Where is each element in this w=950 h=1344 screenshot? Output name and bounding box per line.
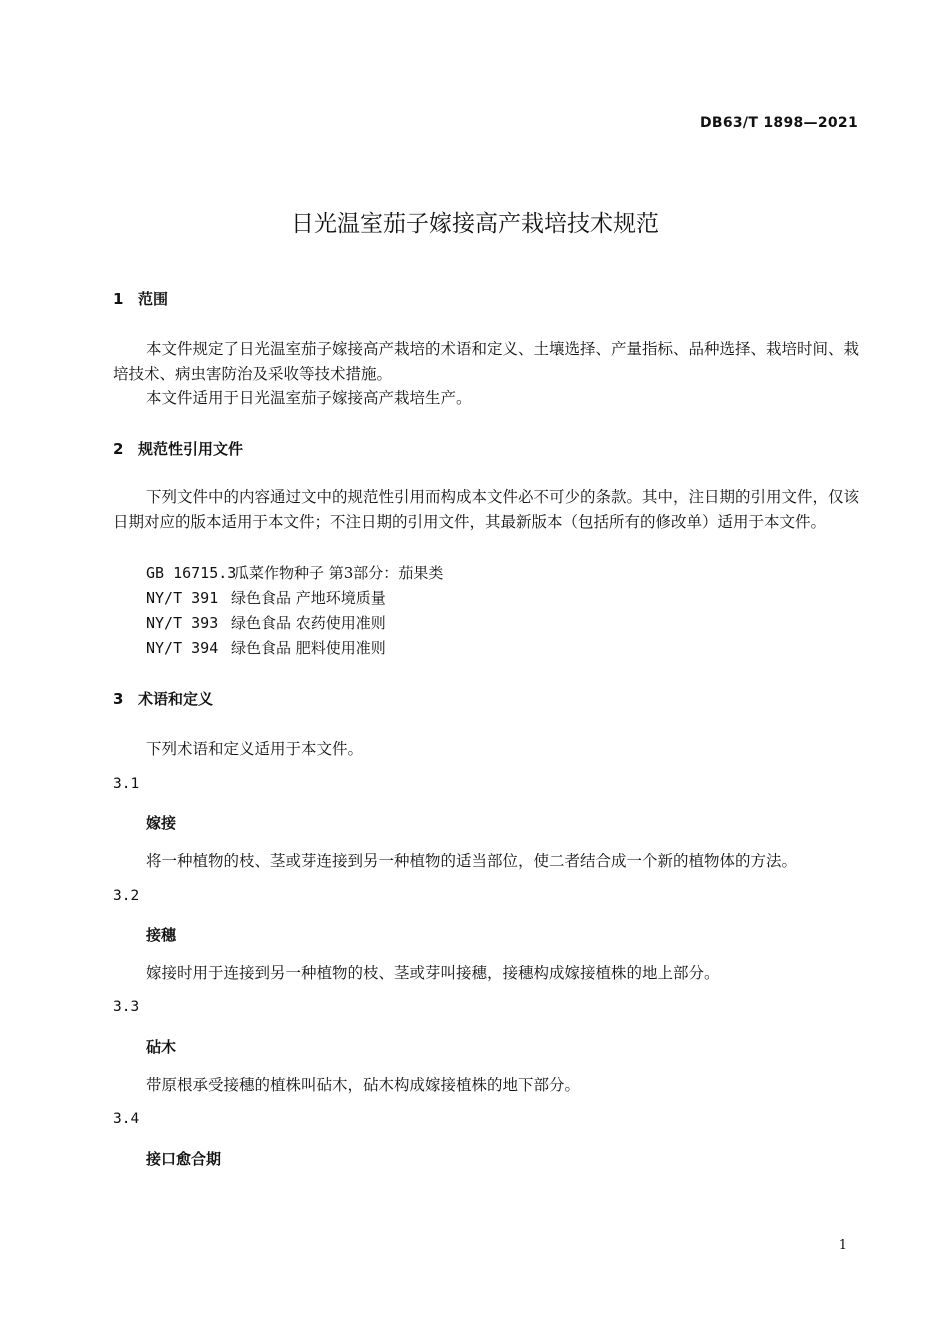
section-title: 规范性引用文件 — [138, 440, 244, 458]
reference-code: GB 16715.3 — [146, 564, 237, 582]
reference-item — [146, 637, 386, 658]
reference-title: 瓜菜作物种子 第3部分：茄果类 — [234, 564, 444, 582]
term-name: 嫁接 — [146, 814, 177, 832]
reference-item — [146, 587, 386, 608]
document-code: DB63/T 1898—2021 — [699, 115, 858, 131]
term-name: 接口愈合期 — [146, 1150, 222, 1168]
term-number: 3.2 — [113, 888, 140, 904]
reference-code: NY/T 393 — [146, 614, 219, 632]
section-title: 术语和定义 — [138, 690, 214, 708]
section-number: 1 — [113, 290, 124, 308]
term-definition: 嫁接时用于连接到另一种植物的枝、茎或芽叫接穗，接穗构成嫁接植株的地上部分。 — [146, 964, 720, 982]
section-heading-normative — [113, 438, 243, 459]
section-title: 范围 — [138, 290, 169, 308]
section-heading-terms — [113, 688, 213, 709]
reference-code: NY/T 391 — [146, 589, 219, 607]
term-number: 3.1 — [113, 776, 140, 792]
reference-title: 绿色食品 农药使用准则 — [231, 614, 386, 632]
section-number: 3 — [113, 690, 124, 708]
section-heading-scope — [113, 288, 168, 309]
reference-code: NY/T 394 — [146, 639, 219, 657]
term-definition: 带原根承受接穗的植株叫砧木，砧木构成嫁接植株的地下部分。 — [146, 1076, 581, 1094]
term-name: 接穗 — [146, 926, 177, 944]
scope-paragraph-1: 本文件规定了日光温室茄子嫁接高产栽培的术语和定义、土壤选择、产量指标、品种选择、栽培时间、栽培技术、病虫害防治及采收等技术措施。 — [113, 340, 860, 383]
reference-title: 绿色食品 肥料使用准则 — [231, 639, 386, 657]
term-number: 3.4 — [113, 1111, 140, 1127]
reference-item — [146, 612, 386, 633]
term-definition: 将一种植物的枝、茎或芽连接到另一种植物的适当部位，使二者结合成一个新的植物体的方法。 — [146, 852, 798, 870]
document-title: 日光温室茄子嫁接高产栽培技术规范 — [291, 211, 659, 237]
term-number: 3.3 — [113, 999, 140, 1015]
scope-paragraph-2: 本文件适用于日光温室茄子嫁接高产栽培生产。 — [146, 389, 472, 407]
term-name: 砧木 — [146, 1038, 177, 1056]
page-number: 1 — [838, 1238, 847, 1253]
terms-intro: 下列术语和定义适用于本文件。 — [146, 740, 364, 758]
reference-title: 绿色食品 产地环境质量 — [231, 589, 386, 607]
reference-item — [146, 562, 443, 583]
section-number: 2 — [113, 440, 124, 458]
normative-intro: 下列文件中的内容通过文中的规范性引用而构成本文件必不可少的条款。其中，注日期的引用文件，仅该日期对应的版本适用于本文件；不注日期的引用文件，其最新版本（包括所有的修改单）适用于本文件。 — [113, 488, 860, 531]
